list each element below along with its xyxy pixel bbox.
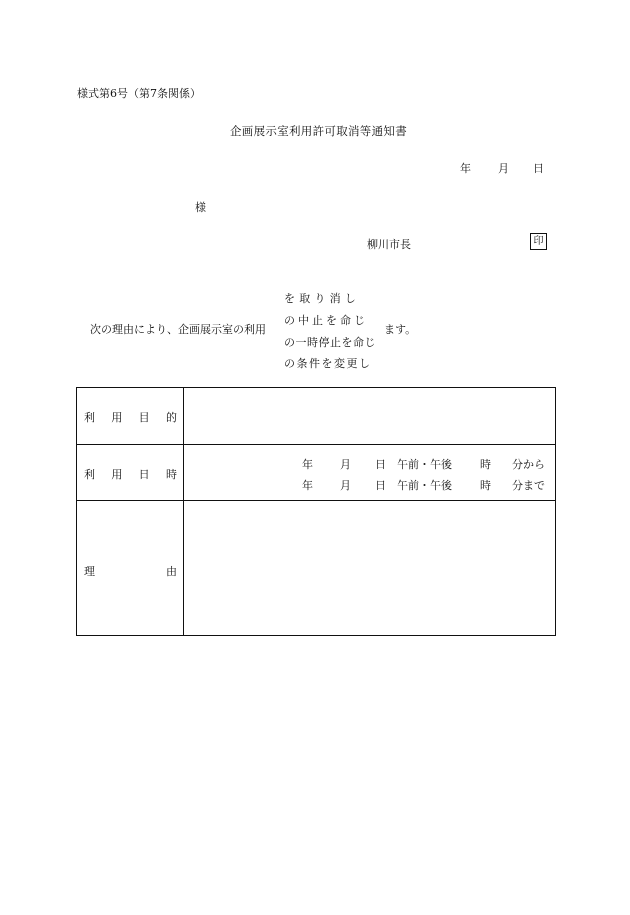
notice-option-cancel: を取り消し — [284, 292, 360, 305]
table-row-divider — [77, 500, 555, 501]
notice-option-change: の条件を変更し — [284, 357, 372, 370]
document-title: 企画展示室利用許可取消等通知書 — [230, 124, 407, 138]
date-month-label: 月 — [498, 162, 509, 175]
seal-mark: 印 — [530, 233, 547, 250]
issuer-name: 柳川市長 — [367, 238, 411, 251]
addressee-suffix: 様 — [195, 201, 206, 214]
form-number: 様式第6号（第7条関係） — [77, 87, 201, 100]
date-year-label: 年 — [460, 162, 471, 175]
datetime-label: 利 用 日 時 — [84, 468, 177, 481]
notice-option-suspend: の一時停止を命じ — [284, 336, 376, 349]
table-row-divider — [77, 444, 555, 445]
notice-option-stop: の中止を命じ — [284, 314, 368, 327]
reason-label: 理 由 — [84, 565, 177, 578]
details-table — [76, 387, 556, 636]
notice-prefix: 次の理由により、企画展示室の利用 — [90, 323, 266, 336]
table-column-divider — [183, 388, 184, 635]
datetime-to-line: 年 月 日 午前・午後 時 分まで — [302, 479, 545, 492]
purpose-label: 利 用 目 的 — [84, 411, 177, 424]
issue-date — [460, 160, 545, 176]
datetime-from-line: 年 月 日 午前・午後 時 分から — [302, 458, 545, 471]
notice-suffix: ます。 — [384, 323, 417, 336]
date-day-label: 日 — [533, 162, 544, 175]
